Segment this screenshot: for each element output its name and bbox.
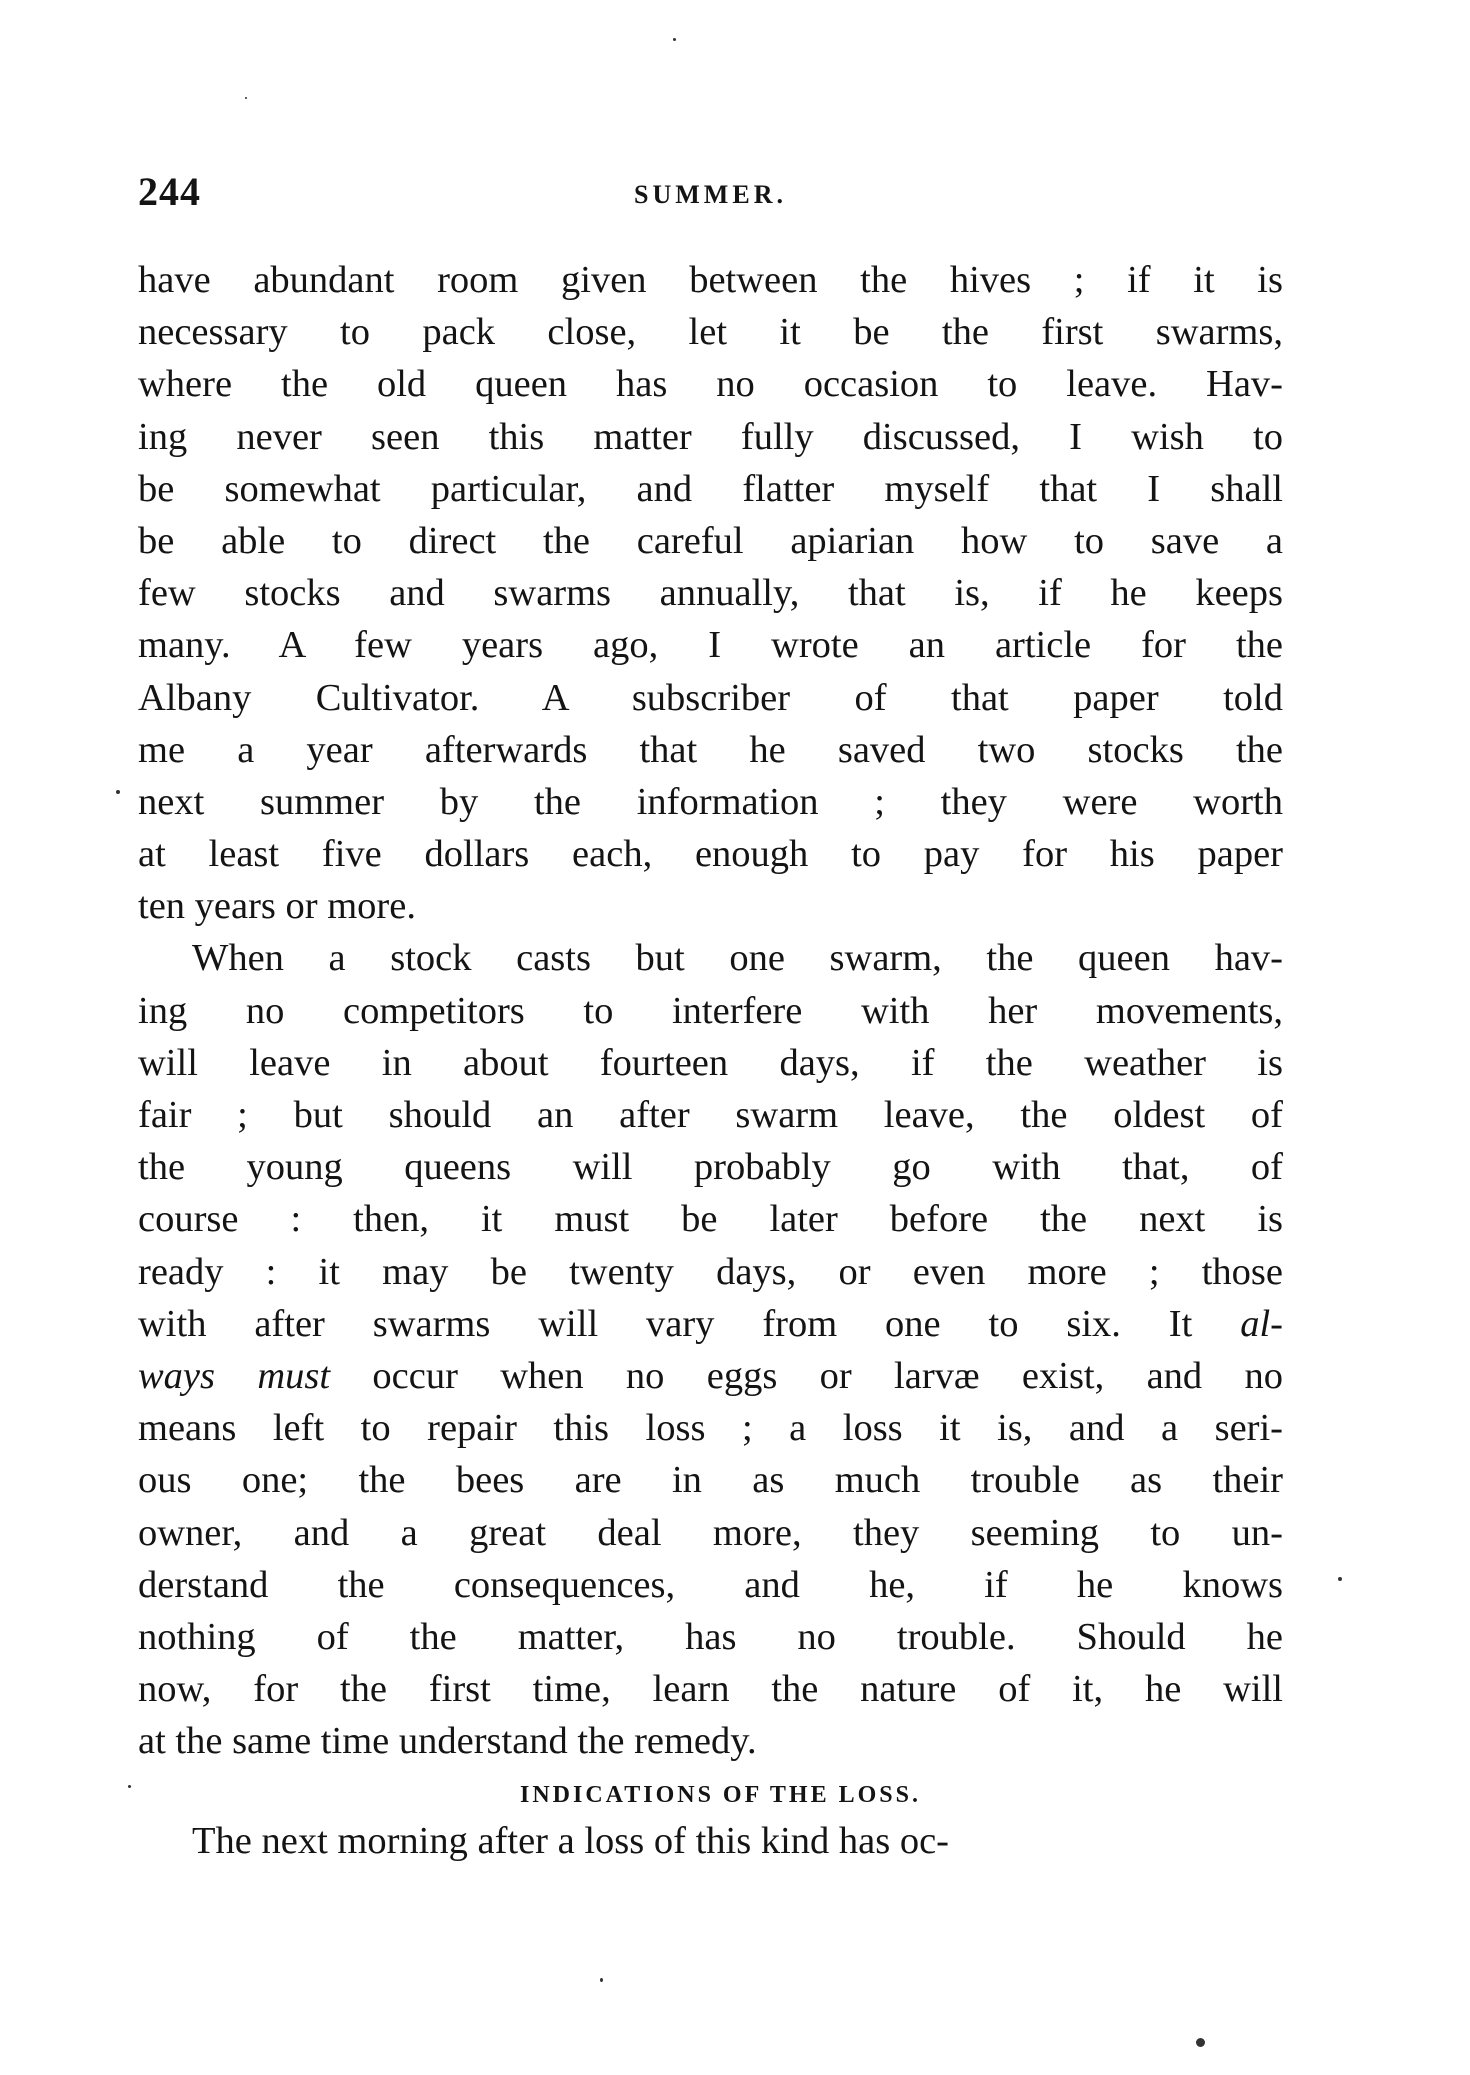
text-line: ous one; the bees are in as much trouble as their <box>138 1459 1283 1502</box>
text-line: derstand the consequences, and he, if he knows <box>138 1563 1283 1606</box>
text-line: at least five dollars each, enough to pay for his paper <box>138 833 1283 876</box>
text-line: now, for the first time, learn the nature of it, he will <box>138 1668 1283 1711</box>
text-line: owner, and a great deal more, they seeming to un- <box>138 1511 1283 1554</box>
text-line: few stocks and swarms annually, that is, if he keeps <box>138 572 1283 615</box>
text-line: Albany Cultivator. A subscriber of that paper told <box>138 676 1283 719</box>
paragraph-first-line: When a stock casts but one swarm, the queen hav- <box>192 937 1283 980</box>
text-line-with-italic <box>138 1298 1283 1350</box>
body-text <box>138 254 1283 1868</box>
section-subheading: INDICATIONS OF THE LOSS. <box>520 1782 921 1809</box>
scan-speck <box>673 38 676 41</box>
scan-speck <box>116 790 120 794</box>
text-line: be able to direct the careful apiarian how to save a <box>138 519 1283 562</box>
paragraph-first-line: The next morning after a loss of this kind has oc- <box>192 1820 949 1863</box>
scan-speck <box>600 1978 603 1982</box>
text-line: where the old queen has no occasion to leave. Hav- <box>138 363 1283 406</box>
scan-speck <box>128 1785 131 1788</box>
italic-text: al- <box>1240 1302 1283 1345</box>
text-run: with after swarms will vary from one to six. It <box>138 1302 1241 1345</box>
text-line: many. A few years ago, I wrote an article for the <box>138 624 1283 667</box>
text-line: fair ; but should an after swarm leave, the oldest of <box>138 1094 1283 1136</box>
text-line: ten years or more. <box>138 885 416 928</box>
text-line: the young queens will probably go with that, of <box>138 1146 1283 1189</box>
text-run: occur when no eggs or larvæ exist, and no <box>330 1354 1283 1397</box>
text-line: will leave in about fourteen days, if the weather is <box>138 1041 1283 1084</box>
text-line: course : then, it must be later before the next is <box>138 1198 1283 1241</box>
text-line: me a year afterwards that he saved two stocks the <box>138 728 1283 771</box>
text-line: be somewhat particular, and flatter myself that I shall <box>138 467 1283 510</box>
running-head: SUMMER. <box>634 180 787 209</box>
scan-speck <box>1196 2038 1205 2047</box>
text-line: means left to repair this loss ; a loss it is, and a seri- <box>138 1407 1283 1450</box>
italic-text: ways must <box>138 1354 331 1397</box>
text-line: nothing of the matter, has no trouble. Should he <box>138 1615 1283 1658</box>
scan-speck <box>245 97 247 99</box>
text-line: next summer by the information ; they were worth <box>138 780 1283 823</box>
page-number: 244 <box>138 169 201 214</box>
text-line: ready : it may be twenty days, or even more ; those <box>138 1250 1283 1293</box>
text-line: ing never seen this matter fully discussed, I wish to <box>138 415 1283 458</box>
scan-speck <box>1338 1577 1342 1581</box>
text-line: necessary to pack close, let it be the first swarms, <box>138 311 1283 354</box>
text-line: at the same time understand the remedy. <box>138 1720 757 1763</box>
text-line: have abundant room given between the hives ; if it is <box>138 259 1283 301</box>
text-line-with-italic <box>138 1350 1283 1402</box>
page-header <box>138 168 1283 218</box>
text-line: ing no competitors to interfere with her movements, <box>138 989 1283 1032</box>
